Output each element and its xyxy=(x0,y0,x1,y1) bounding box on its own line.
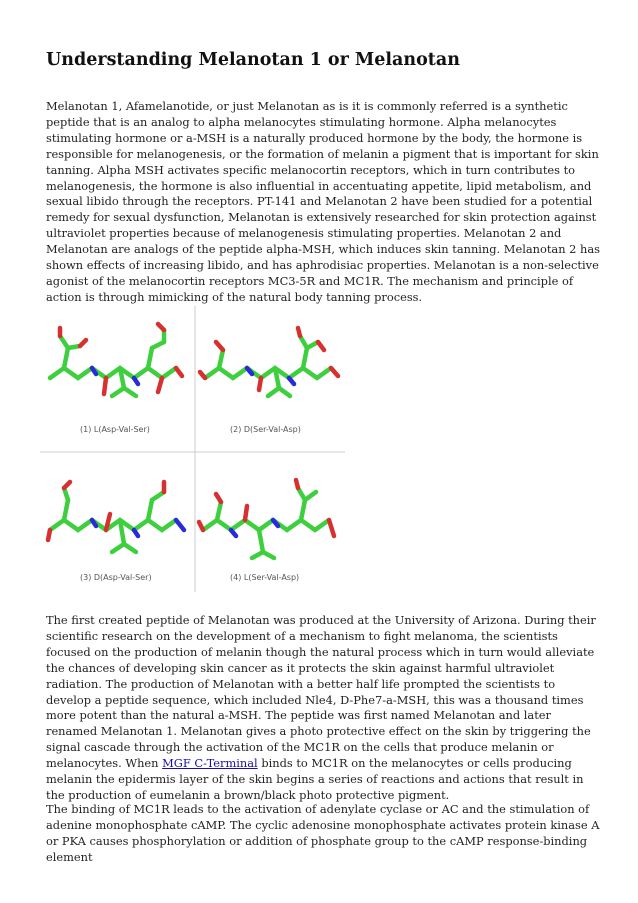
paragraph-history xyxy=(46,613,602,804)
molecule-2 xyxy=(200,328,338,396)
paragraph-intro: Melanotan 1, Afamelanotide, or just Melanotan as is it is commonly referred is a synthetic peptide that is an analog to alpha melanocytes stimulating hormone. Alpha melanocytes stimulating hormone or a-MSH is a naturally produced hormone by the body, the hormone is responsible for melanogenesis, or the formation of melanin a pigment that is important for skin tanning. Alpha MSH activates specific melanocortin receptors, which in turn contributes to melanogenesis, the hormone is also influential in accentuating appetite, lipid metabolism, and sexual libido through the receptors. PT-141 and Melanotan 2 have been studied for a potential remedy for sexual dysfunction, Melanotan is extensively researched for skin protection against ultraviolet properties because of melanogenesis stimulating properties. Melanotan 2 and Melanotan are analogs of the peptide alpha-MSH, which induces skin tanning. Melanotan 2 has shown effects of increasing libido, and has aphrodisiac properties. Melanotan is a non-selective agonist of the melanocortin receptors MC3-5R and MC1R. The mechanism and principle of action is through mimicking of the natural body tanning process. xyxy=(46,99,600,304)
caption-1: (1) L(Asp-Val-Ser) xyxy=(80,425,150,434)
peptide-structures-figure xyxy=(40,306,350,592)
page-title: Understanding Melanotan 1 or Melanotan xyxy=(46,50,460,70)
molecule-1 xyxy=(50,324,182,396)
mgf-c-terminal-link[interactable]: MGF C-Terminal xyxy=(162,756,258,771)
caption-4: (4) L(Ser-Val-Asp) xyxy=(230,573,300,582)
peptide-structures-image xyxy=(40,306,350,592)
caption-3: (3) D(Asp-Val-Ser) xyxy=(80,573,152,582)
molecule-3 xyxy=(48,482,184,552)
caption-2: (2) D(Ser-Val-Asp) xyxy=(230,425,301,434)
paragraph-history-text-1: The first created peptide of Melanotan was produced at the University of Arizona. During their scientific research on the development of a mechanism to fight melanoma, the scientists focused on the production of melanin though the natural process which in turn would alleviate the chances of developing skin cancer as it protects the skin against harmful ultraviolet radiation. The production of Melanotan with a better half life prompted the scientists to develop a peptide sequence, which included Nle4, D-Phe7-a-MSH, this was a thousand times more potent than the natural a-MSH. The peptide was first named Melanotan and later renamed Melanotan 1. Melanotan gives a photo protective effect on the skin by triggering the signal cascade through the activation of the MC1R on the cells that produce melanin or melanocytes. When xyxy=(46,613,596,771)
paragraph-mc1r-binding: The binding of MC1R leads to the activation of adenylate cyclase or AC and the stimulation of adenine monophosphate cAMP. The cyclic adenosine monophosphate activates protein kinase A or PKA causes phosphorylation or addition of phosphate group to the cAMP response-binding element xyxy=(46,802,600,864)
paragraph-history-text-2: binds to MC1R on the melanocytes or cells producing melanin the epidermis layer of the skin begins a series of reactions and actions that result in the production of eumelanin a brown/black photo protective pigment. xyxy=(46,756,584,802)
molecule-4 xyxy=(199,480,334,558)
